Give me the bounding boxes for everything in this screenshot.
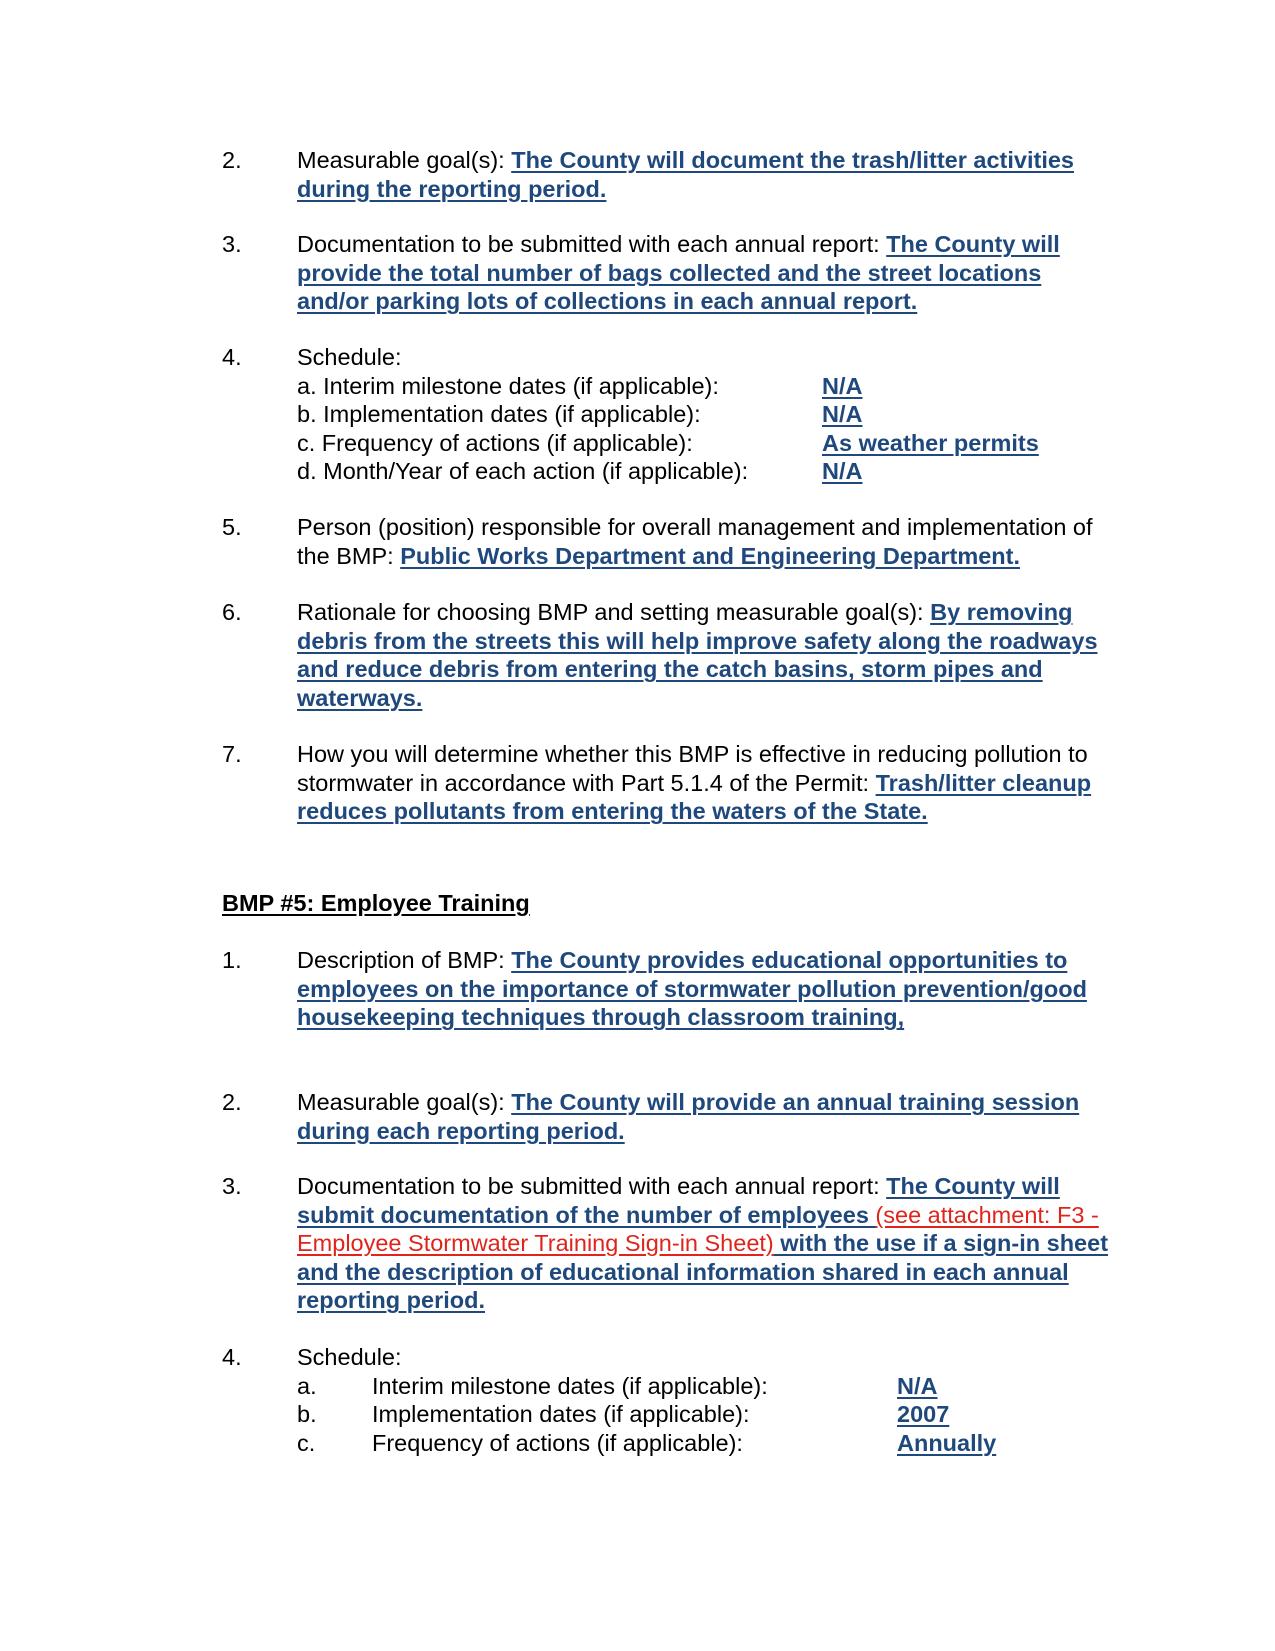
item-answer: Public Works Department and Engineering Department. bbox=[400, 542, 1020, 569]
item-label: Documentation to be submitted with each annual report: bbox=[297, 231, 887, 257]
item-label: Rationale for choosing BMP and setting measurable goal(s): bbox=[297, 599, 931, 625]
schedule-row bbox=[297, 1429, 1112, 1458]
bmp4-item-7 bbox=[222, 740, 1122, 826]
schedule-row bbox=[297, 457, 1112, 486]
item-number: 7. bbox=[222, 741, 242, 767]
bmp4-item-6 bbox=[222, 598, 1122, 712]
bmp5-item-3 bbox=[222, 1172, 1122, 1315]
schedule-row-letter: a. bbox=[297, 1372, 317, 1399]
schedule-row bbox=[297, 372, 1112, 401]
item-label: Person (position) responsible for overall management and implementation of the BMP: bbox=[297, 514, 1093, 569]
bmp4-item-4-schedule bbox=[222, 343, 1122, 486]
schedule-row-label: Interim milestone dates (if applicable): bbox=[372, 1372, 768, 1399]
item-label: Documentation to be submitted with each annual report: bbox=[297, 1173, 887, 1199]
schedule-row-label: c. Frequency of actions (if applicable): bbox=[297, 429, 693, 456]
schedule-row-label: d. Month/Year of each action (if applicable): bbox=[297, 458, 749, 485]
bmp5-item-1 bbox=[222, 946, 1122, 1032]
schedule-row-letter: b. bbox=[297, 1401, 317, 1428]
item-number: 3. bbox=[222, 1173, 242, 1199]
item-answer-continued: with the use if a sign-in sheet and the description of educational information shared in each annual reporting period. bbox=[297, 1230, 1109, 1314]
schedule-row-value: N/A bbox=[822, 458, 863, 485]
schedule-label: Schedule: bbox=[297, 1344, 402, 1370]
bmp4-item-3 bbox=[222, 230, 1122, 316]
schedule-row-value: N/A bbox=[897, 1372, 938, 1399]
schedule-row bbox=[297, 400, 1112, 429]
schedule-row-value: As weather permits bbox=[822, 429, 1039, 456]
item-number: 2. bbox=[222, 147, 242, 173]
item-answer: The County will submit documentation of the number of employees bbox=[297, 1173, 1060, 1228]
item-number: 6. bbox=[222, 599, 242, 625]
item-number: 5. bbox=[222, 514, 242, 540]
item-answer: The County will provide the total number of bags collected and the street locations and/or parking lots of collections in each annual report. bbox=[297, 231, 1060, 315]
schedule-row bbox=[297, 1400, 1112, 1429]
bmp4-item-2 bbox=[222, 146, 1122, 203]
schedule-label: Schedule: bbox=[297, 344, 402, 370]
item-number: 2. bbox=[222, 1089, 242, 1115]
item-number: 4. bbox=[222, 344, 242, 370]
item-label: Measurable goal(s): bbox=[297, 1089, 512, 1115]
schedule-row-value: N/A bbox=[822, 372, 863, 399]
item-answer: The County will document the trash/litter activities during the reporting period. bbox=[297, 147, 1075, 202]
item-label: Description of BMP: bbox=[297, 947, 512, 973]
schedule-row-label: b. Implementation dates (if applicable): bbox=[297, 401, 701, 428]
item-answer: Trash/litter cleanup reduces pollutants from entering the waters of the State. bbox=[297, 769, 1092, 825]
section-heading: BMP #5: Employee Training bbox=[222, 890, 530, 916]
schedule-row-value: Annually bbox=[897, 1429, 997, 1456]
bmp5-item-4-schedule bbox=[222, 1343, 1122, 1457]
schedule-row bbox=[297, 1372, 1112, 1401]
item-number: 3. bbox=[222, 231, 242, 257]
item-answer: The County provides educational opportunities to employees on the importance of stormwater pollution prevention/good housekeeping techniques through classroom training, bbox=[297, 947, 1087, 1031]
item-answer: The County will provide an annual training session during each reporting period. bbox=[297, 1089, 1080, 1144]
item-number: 1. bbox=[222, 947, 242, 973]
schedule-row-label: Frequency of actions (if applicable): bbox=[372, 1429, 743, 1456]
attachment-reference: (see attachment: F3 - Employee Stormwater Training Sign-in Sheet) bbox=[297, 1201, 1099, 1257]
item-number: 4. bbox=[222, 1344, 242, 1370]
item-answer: By removing debris from the streets this will help improve safety along the roadways and reduce debris from entering the catch basins, storm pipes and waterways. bbox=[297, 599, 1098, 711]
item-label: How you will determine whether this BMP is effective in reducing pollution to stormwater in accordance with Part 5.1.4 of the Permit: bbox=[297, 741, 1088, 796]
schedule-row-value: 2007 bbox=[897, 1401, 950, 1428]
schedule-row bbox=[297, 429, 1112, 458]
schedule-row-value: N/A bbox=[822, 401, 863, 428]
item-label: Measurable goal(s): bbox=[297, 147, 512, 173]
bmp5-item-2 bbox=[222, 1088, 1122, 1145]
schedule-row-label: a. Interim milestone dates (if applicable): bbox=[297, 372, 719, 399]
schedule-row-label: Implementation dates (if applicable): bbox=[372, 1401, 750, 1428]
schedule-row-letter: c. bbox=[297, 1429, 316, 1456]
bmp4-item-5 bbox=[222, 513, 1122, 570]
